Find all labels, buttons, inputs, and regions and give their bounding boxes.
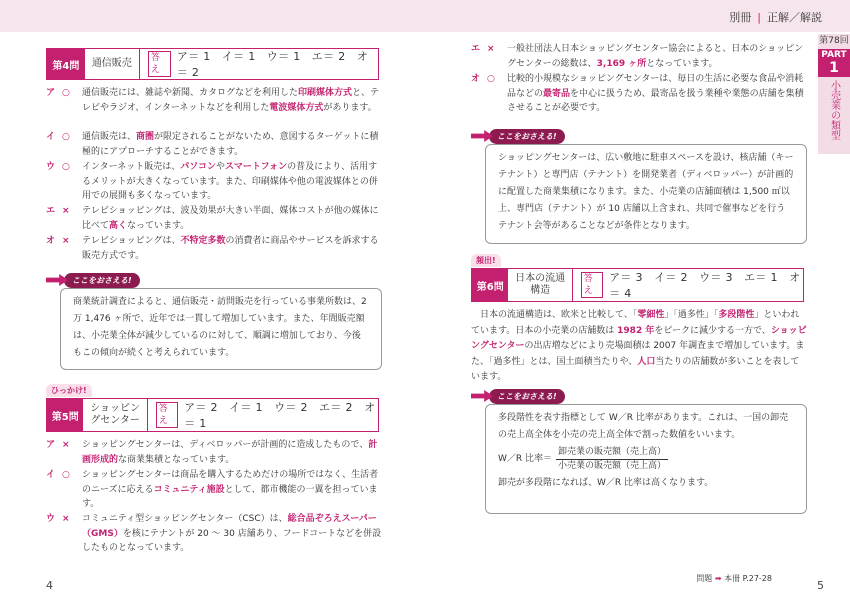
- choice-mark: イ: [46, 470, 56, 480]
- keyword: 零細性: [637, 310, 665, 320]
- keyword: スマートフォン: [225, 162, 288, 172]
- choice-mark: オ: [46, 236, 56, 246]
- header-bar: [0, 0, 425, 32]
- choice-mark: エ: [46, 206, 56, 216]
- text-segment: 」「過多性」「: [664, 310, 719, 320]
- correct-icon: ○: [62, 88, 70, 98]
- text-segment: テレビショッピングは、波及効果が大きい半面、媒体コストが他の媒体に比べて: [82, 206, 379, 231]
- incorrect-icon: ×: [62, 514, 70, 524]
- header-left: 別冊: [729, 11, 752, 24]
- ref-pages: 本冊 P.27-28: [724, 574, 772, 583]
- text-segment: コミュニティ型ショッピングセンター（CSC）は、: [82, 514, 288, 524]
- text-segment: 日本の流通構造は、欧米と比較して、「: [480, 310, 638, 320]
- explanation-item: [471, 72, 807, 116]
- explanation-text: [82, 160, 382, 204]
- explanation-item: [46, 160, 382, 204]
- explanation-item: [46, 468, 382, 512]
- round-label: 第78回: [819, 36, 849, 46]
- text-segment: の出店増などにより売場面積は 2007 年調査まで増加しています。また、「過多性」とは、国土面積当たりや、: [471, 341, 805, 367]
- keyword: 計画形成的: [82, 440, 378, 465]
- formula-fraction: [556, 446, 668, 473]
- answer-tag: 答え: [156, 402, 178, 428]
- explanation-item: [46, 438, 382, 467]
- point-badge: [471, 388, 565, 404]
- question-number: 第6問: [472, 269, 508, 301]
- text-segment: と、テレビやラジオ、インターネットなどを利用した: [82, 88, 380, 113]
- formula-numerator: 卸売業の販売額（売上高）: [556, 446, 668, 460]
- text-segment: ショッピングセンターは商品を購入するためだけの場所ではなく、生活者のニーズに応える: [82, 470, 379, 495]
- answer-box: [140, 49, 378, 79]
- answer-tag: 答え: [581, 272, 603, 298]
- correct-icon: ○: [62, 162, 70, 172]
- explanation-item: [471, 42, 807, 71]
- text-segment: が限定されることがないため、意図するターゲットに積極的にアプローチすることができます。: [82, 132, 379, 157]
- text-segment: テレビショッピングは、: [82, 236, 181, 246]
- keyword: 3,169 ヶ所: [596, 58, 647, 69]
- keyword: 1982 年: [617, 325, 655, 336]
- header-right: 正解／解説: [767, 11, 822, 24]
- text-segment: なっています。: [127, 220, 190, 231]
- ref-label: 問題: [696, 574, 713, 583]
- question-number: 第5問: [47, 399, 83, 431]
- keyword: 総合品ぞろえスーパー（GMS）: [82, 514, 377, 539]
- page-header: 別冊 | 正解／解説: [729, 11, 822, 24]
- point-text-2: 卸売が多段階になれば、W／R 比率は高くなります。: [498, 478, 714, 488]
- answer-values: ア＝ 1 イ＝ 1 ウ＝ 1 エ＝ 2 オ＝ 2: [176, 50, 369, 79]
- point-label: ここをおさえる!: [489, 129, 565, 144]
- formula-left: W／R 比率＝: [498, 454, 553, 464]
- text-segment: な商業集積となっています。: [118, 454, 235, 465]
- correct-icon: ○: [62, 132, 70, 142]
- keyword: 印刷媒体方式: [298, 88, 353, 98]
- text-segment: の普及により、活用するメリットが大きくなっています。また、印刷媒体や他の電波媒体との併用での展開も多くなっています。: [82, 162, 378, 201]
- choice-mark: ウ: [46, 514, 56, 524]
- incorrect-icon: ×: [62, 236, 70, 246]
- text-segment: として、都市機能の一翼を担っています。: [82, 484, 378, 509]
- right-page: [425, 0, 850, 602]
- keyword: 不特定多数: [180, 236, 226, 246]
- chapter-side-tab[interactable]: [818, 34, 850, 154]
- formula-denominator: 小売業の販売額（売上高）: [558, 461, 667, 471]
- frequent-tag: 頻出!: [471, 254, 501, 267]
- keyword: パソコン: [180, 162, 217, 172]
- text-segment: の消費者に商品やサービスを訴求する販売方式です。: [82, 236, 379, 261]
- point-text: 商業統計調査によると、通信販売・訪問販売を行っている事業所数は、2万 1,476 ヶ所で、近年では一貫して増加しています。また、年間販売額は、小売業全体が減少しているのに対して、順調に増加しており、今後もこの傾向が続くと考えられています。: [73, 297, 367, 358]
- point-text-1: 多段階性を表す指標として W／R 比率があります。これは、一国の卸売の売上高全体を小売の売上高全体で割った数値をいいます。: [498, 413, 789, 440]
- reference-link[interactable]: [696, 573, 772, 584]
- text-segment: があります。: [323, 102, 377, 113]
- part-number: 1: [829, 60, 839, 76]
- question-title: ショッピングセンター: [83, 399, 147, 431]
- text-segment: 当たりの店舗数が多いことを表しています。: [471, 356, 800, 382]
- point-label: ここをおさえる!: [64, 273, 140, 288]
- question-4-header: [46, 48, 379, 80]
- page-number: 5: [817, 579, 824, 592]
- point-badge: [471, 128, 565, 144]
- answer-box: [148, 399, 378, 431]
- text-segment: を中心に扱うため、最寄品を扱う業種や業態の店舗を集積させることが必要です。: [507, 88, 804, 113]
- incorrect-icon: ×: [487, 44, 495, 54]
- answer-values: ア＝ 2 イ＝ 1 ウ＝ 2 エ＝ 2 オ＝ 1: [184, 401, 376, 430]
- explanation-item: [46, 512, 382, 556]
- explanation-text: [82, 204, 382, 233]
- explanation-text: [82, 438, 382, 467]
- text-segment: ショッピングセンターは、ディベロッパーが計画的に造成したもので、: [82, 440, 369, 450]
- explanation-item: [46, 234, 382, 263]
- subject-label: 小売業の類型: [828, 80, 840, 140]
- explanation-item: [46, 130, 382, 159]
- text-segment: 通信販売は、: [82, 132, 137, 142]
- choice-mark: ア: [46, 440, 56, 450]
- keyword: 最寄品: [543, 88, 571, 99]
- choice-mark: ア: [46, 88, 56, 98]
- part-label: PART: [821, 50, 847, 60]
- keyword: 高く: [109, 220, 128, 231]
- keyword: ショッピングセンター: [471, 325, 807, 351]
- point-box: [485, 404, 807, 514]
- answer-values: ア＝ 3 イ＝ 2 ウ＝ 3 エ＝ 1 オ＝ 4: [609, 271, 801, 300]
- question-title: 日本の流通構造: [508, 269, 572, 301]
- point-box: [485, 144, 807, 244]
- page-number: 4: [46, 579, 53, 592]
- choice-mark: ウ: [46, 162, 56, 172]
- part-badge: [818, 49, 850, 77]
- text-segment: や: [216, 162, 226, 172]
- answer-box: [573, 269, 803, 301]
- keyword: 電波媒体方式: [269, 102, 324, 113]
- point-badge: [46, 272, 140, 288]
- incorrect-icon: ×: [62, 206, 70, 216]
- explanation-text: [82, 130, 382, 159]
- keyword: 商圏: [136, 132, 155, 142]
- explanation-item: [46, 204, 382, 233]
- explanation-text: [507, 72, 807, 116]
- keyword: 人口: [637, 356, 656, 367]
- question-6-header: [471, 268, 804, 302]
- choice-mark: エ: [471, 44, 481, 54]
- text-segment: インターネット販売は、: [82, 162, 181, 172]
- text-segment: 」といわれています。日本の小売業の店舗数は: [471, 310, 800, 336]
- text-segment: を核にテナントが 20 ～ 30 店舗あり、フードコートなどを併設したものとなっています。: [82, 528, 382, 553]
- question-5-header: [46, 398, 379, 432]
- trick-tag: ひっかけ!: [46, 384, 92, 397]
- correct-icon: ○: [62, 470, 70, 480]
- incorrect-icon: ×: [62, 440, 70, 450]
- keyword: コミュニティ施設: [153, 484, 225, 495]
- wr-formula: [498, 446, 794, 473]
- question-number: 第4問: [47, 49, 85, 79]
- text-segment: となっています。: [646, 58, 718, 69]
- explanation-item: [46, 86, 382, 115]
- question-6-explanation: [471, 308, 807, 386]
- explanation-text: [82, 468, 382, 512]
- question-title: 通信販売: [85, 49, 140, 79]
- point-text: ショッピングセンターは、広い敷地に駐車スペースを設け、核店舗（キーテナント）と専門店（テナント）を開発業者（ディベロッパー）が計画的に配置した商業集積になります。また、小売業の店舗面積は 1,500 ㎡以上、専門店（テナント）が 10 店舗以上含まれ、共同で催事などを行うテナント会等があることなどが条件となります。: [498, 153, 794, 231]
- explanation-text: [82, 234, 382, 263]
- explanation-text: [507, 42, 807, 71]
- point-label: ここをおさえる!: [489, 389, 565, 404]
- correct-icon: ○: [487, 74, 495, 84]
- text-segment: をピークに減少する一方で、: [654, 325, 771, 336]
- choice-mark: イ: [46, 132, 56, 142]
- text-segment: 一般社団法人日本ショッピングセンター協会によると、日本のショッピングセンターの総数は、: [507, 44, 804, 69]
- explanation-text: [82, 512, 382, 556]
- text-segment: 通信販売には、雑誌や新聞、カタログなどを利用した: [82, 88, 299, 98]
- answer-tag: 答え: [148, 51, 171, 77]
- choice-mark: オ: [471, 74, 481, 84]
- explanation-text: [82, 86, 382, 115]
- arrow-right-icon: ➡: [714, 574, 722, 583]
- point-box: [60, 288, 382, 370]
- text-segment: 比較的小規模なショッピングセンターは、毎日の生活に必要な食品や消耗品などの: [507, 74, 804, 99]
- keyword: 多段階性: [718, 310, 755, 320]
